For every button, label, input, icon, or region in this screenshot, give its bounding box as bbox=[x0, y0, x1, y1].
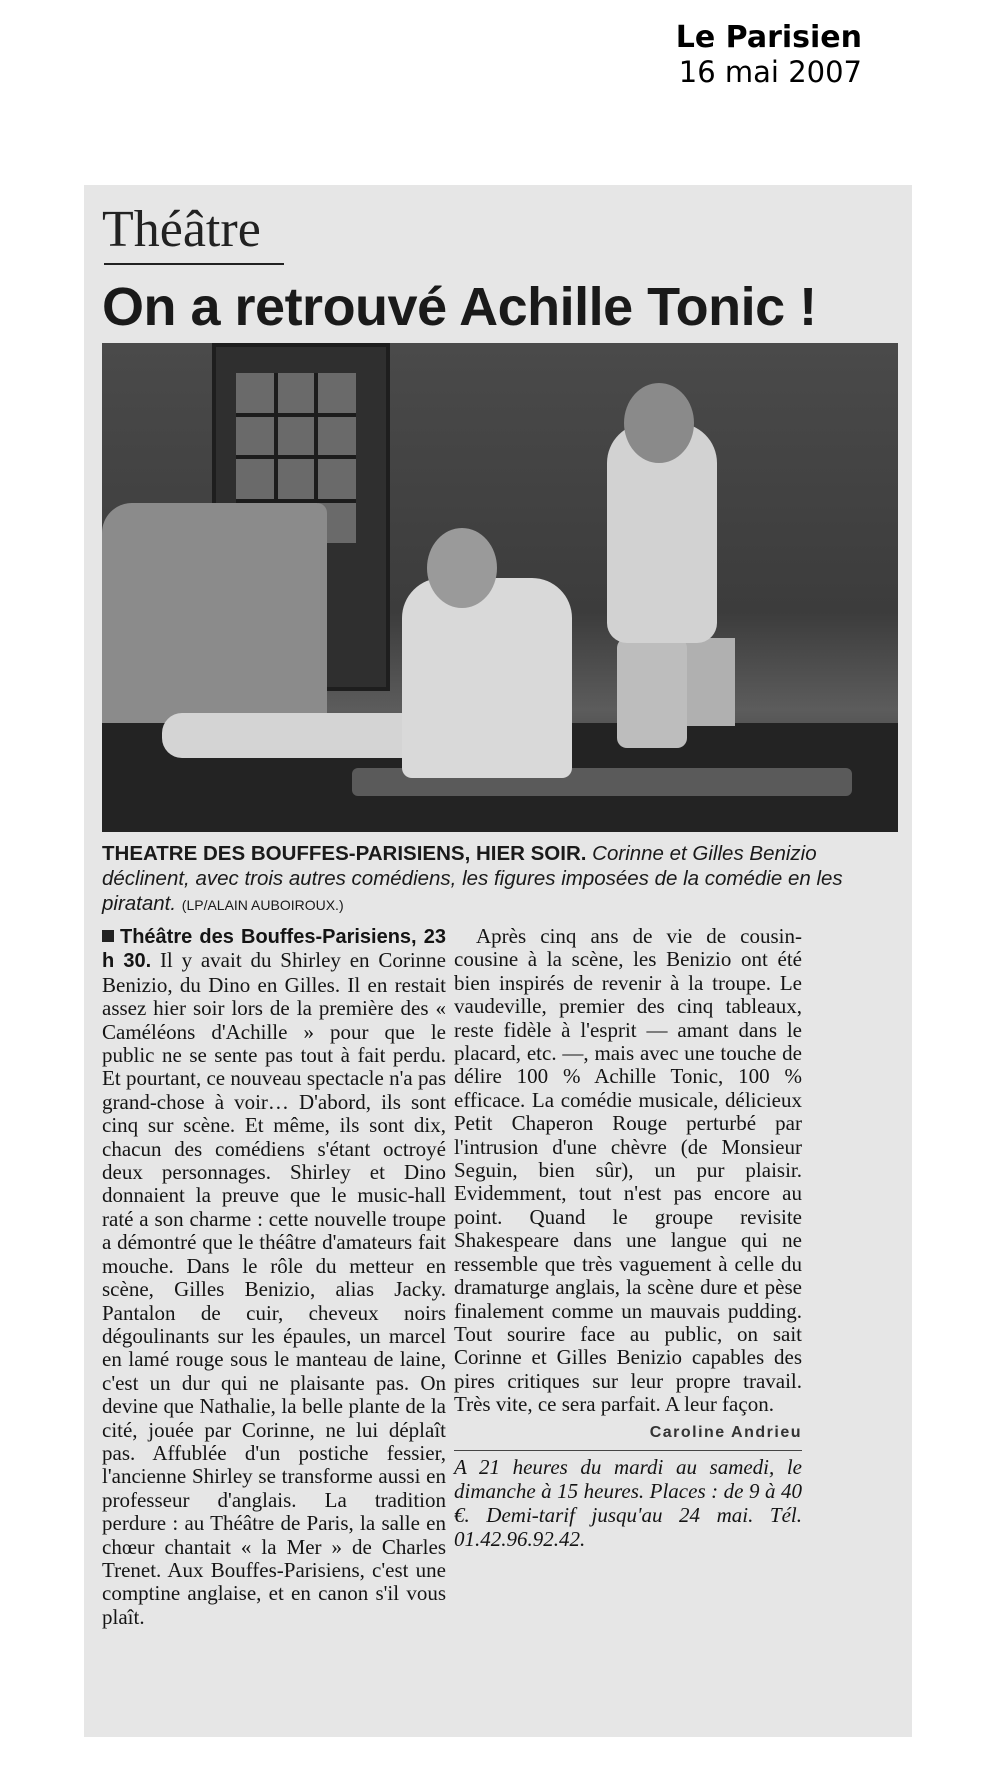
photo-actor-head bbox=[427, 528, 497, 608]
publication-date: 16 mai 2007 bbox=[678, 55, 862, 89]
headline: On a retrouvé Achille Tonic ! bbox=[102, 277, 817, 337]
photo-actress-legs bbox=[617, 638, 687, 748]
publication-name: Le Parisien bbox=[675, 20, 862, 55]
kicker-underline bbox=[104, 263, 284, 265]
article-column-right bbox=[454, 925, 802, 1551]
photo-sofa bbox=[102, 503, 327, 733]
practical-info: A 21 heures du mardi au samedi, le dimanche à 15 heures. Places : de 9 à 40 €. Demi-tarif jusqu'au 24 mai. Tél. 01.42.96.92.42. bbox=[454, 1454, 802, 1551]
paragraph-2: Après cinq ans de vie de cousin-cousine à la scène, les Benizio ont été bien inspirés de revenir à la troupe. Le vaudeville, premier des cinq tableaux, reste fidèle à l'esprit — amant dans le placard, etc. —, mais avec une touche de délire 100 % Achille Tonic, 100 % efficace. La comédie musicale, délicieux Petit Chaperon Rouge perturbé par l'intrusion d'une chèvre (de Monsieur Seguin, bien sûr), un pur plaisir. Evidemment, tout n'est pas encore au point. Quand le groupe revisite Shakespeare dans une langue qui ne ressemble que très vaguement à celle du dramaturge anglais, la scène dure et pèse finalement comme un mauvais pudding. Tout sourire face au public, on sait Corinne et Gilles Benizio capables des pires critiques sur leur propre travail. Très vite, ce sera parfait. A leur façon. bbox=[454, 924, 802, 1417]
section-kicker: Théâtre bbox=[102, 201, 261, 258]
photo-caption bbox=[102, 841, 898, 918]
paragraph-1-text: Il y avait du Shirley en Corinne Benizio, du Dino en Gilles. Il en restait assez hier soir lors de la première des « Caméléons d'Achille » pour que le public ne se sente pas tout à fait perdu. Et pourtant, ce nouveau spectacle n'a pas grand-chose à voir… D'abord, ils sont cinq sur scène. Et même, ils sont dix, chacun des comédiens s'étant octroyé deux personnages. Shirley et Dino donnaient la preuve que le music-hall raté a son charme : cette nouvelle troupe a démontré que le théâtre d'amateurs fait mouche. Dans le rôle du metteur en scène, Gilles Benizio, alias Jacky. Pantalon de cuir, cheveux noirs dégoulinants sur les épaules, un marcel en lamé rouge sous le manteau de laine, c'est un dur qui ne plaisante pas. On devine que Nathalie, la belle plante de la cité, jouée par Corinne, ne lui déplaît pas. Affublée d'un postiche fessier, l'ancienne Shirley se transforme aussi en professeur d'anglais. La tradition perdure : au Théâtre de Paris, la salle en chœur chantait « la Mer » de Charles Trenet. Aux Bouffes-Parisiens, c'est une comptine anglaise, et en canon s'il vous plaît. bbox=[102, 948, 447, 1629]
bullet-square-icon bbox=[102, 930, 114, 942]
photo-actor bbox=[402, 578, 572, 778]
masthead bbox=[676, 20, 862, 88]
lead-in: Théâtre des Bouffes-Parisiens, 23 h 30. bbox=[102, 926, 446, 973]
author-byline: Caroline Andrieu bbox=[649, 1423, 802, 1441]
article-column-left bbox=[102, 925, 446, 1629]
byline-rule bbox=[454, 1450, 802, 1451]
caption-lead: THEATRE DES BOUFFES-PARISIENS, HIER SOIR. bbox=[102, 842, 587, 865]
paragraph-1 bbox=[102, 925, 446, 1629]
photo-actress-head bbox=[624, 383, 694, 463]
newspaper-clipping bbox=[84, 185, 912, 1737]
photo-credit: (LP/ALAIN AUBOIROUX.) bbox=[181, 897, 344, 913]
caption-text: Corinne et Gilles Benizio déclinent, avec trois autres comédiens, les figures imposées de la comédie en les piratant. bbox=[102, 842, 843, 915]
stage-photo bbox=[102, 343, 898, 832]
